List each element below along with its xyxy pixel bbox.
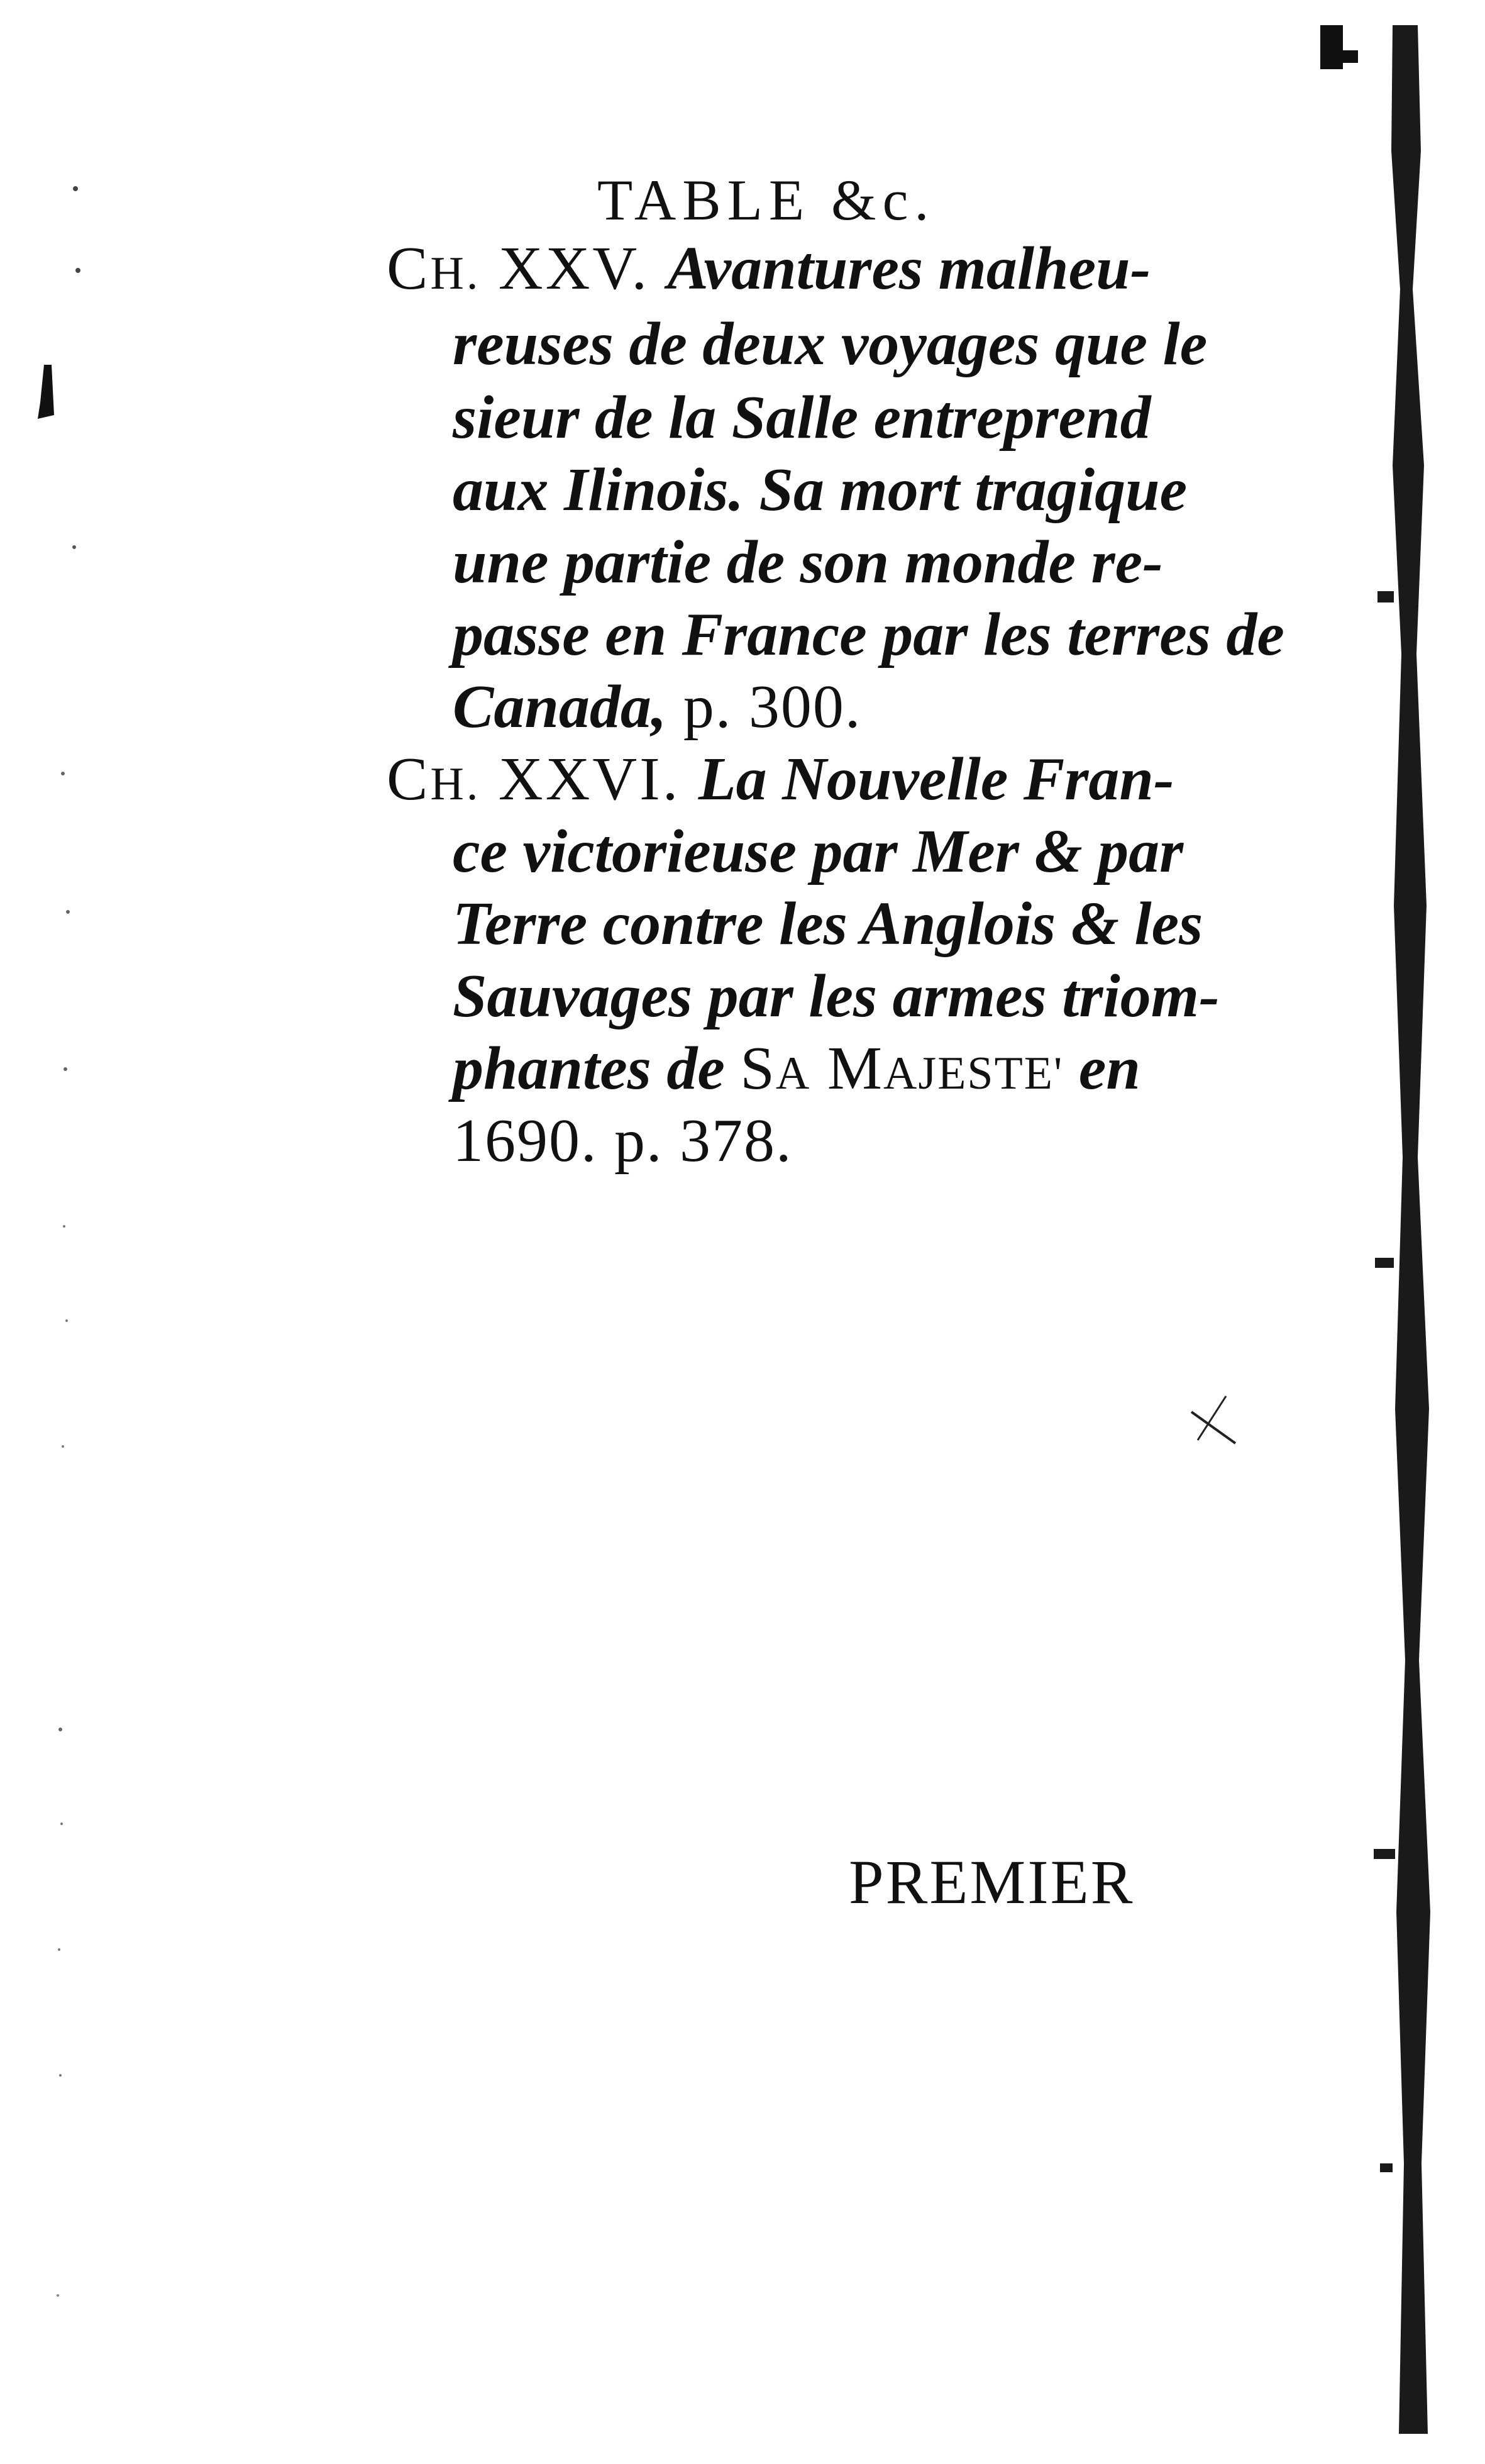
year-page-reference: 1690. p. 378. [453, 1107, 793, 1175]
entry-text-line: reuses de deux voyages que le [453, 310, 1208, 378]
entry-text-line: passe en France par les terres de [453, 601, 1284, 669]
majesty-smallcaps [740, 1035, 1063, 1102]
pen-cross-mark [1185, 1393, 1242, 1450]
entry-text-line: ce victorieuse par Mer & par [453, 818, 1184, 885]
entry-text-line: La Nouvelle Fran- [698, 745, 1174, 813]
page-title: TABLE &c. [597, 168, 936, 232]
majesty-small-rest: AJESTE' [883, 1048, 1064, 1099]
entry-majesty-line [453, 1035, 1140, 1102]
entry-text-line: Sauvages par les armes triom- [453, 962, 1220, 1030]
chapter-numeral: XXVI. [480, 745, 681, 813]
entry-text-line: Canada, [453, 673, 667, 741]
entry-text-line: phantes de [453, 1035, 725, 1102]
chapter-label-small: H. [430, 248, 481, 299]
entry-first-line [387, 745, 1174, 813]
chapter-label [387, 745, 698, 813]
chapter-label-initial: C [387, 235, 431, 302]
chapter-label-small: H. [430, 758, 481, 810]
majesty-small-a: A [775, 1048, 811, 1099]
entry-text-line: aux Ilinois. Sa mort tragique [453, 456, 1188, 524]
majesty-initial-m: M [810, 1035, 883, 1102]
chapter-numeral: XXV. [480, 235, 650, 302]
catchword: PREMIER [849, 1847, 1135, 1917]
chapter-label-initial: C [387, 745, 431, 813]
entry-text-line: Avantures malheu- [667, 235, 1151, 302]
entry-text-line: en [1063, 1035, 1140, 1102]
page-reference: p. 300. [666, 673, 862, 741]
majesty-initial-s: S [740, 1035, 776, 1102]
entry-text-line: Terre contre les Anglois & les [453, 890, 1203, 958]
entry-text-line: sieur de la Salle entreprend [453, 384, 1151, 452]
entry-text-line: une partie de son monde re- [453, 528, 1163, 596]
